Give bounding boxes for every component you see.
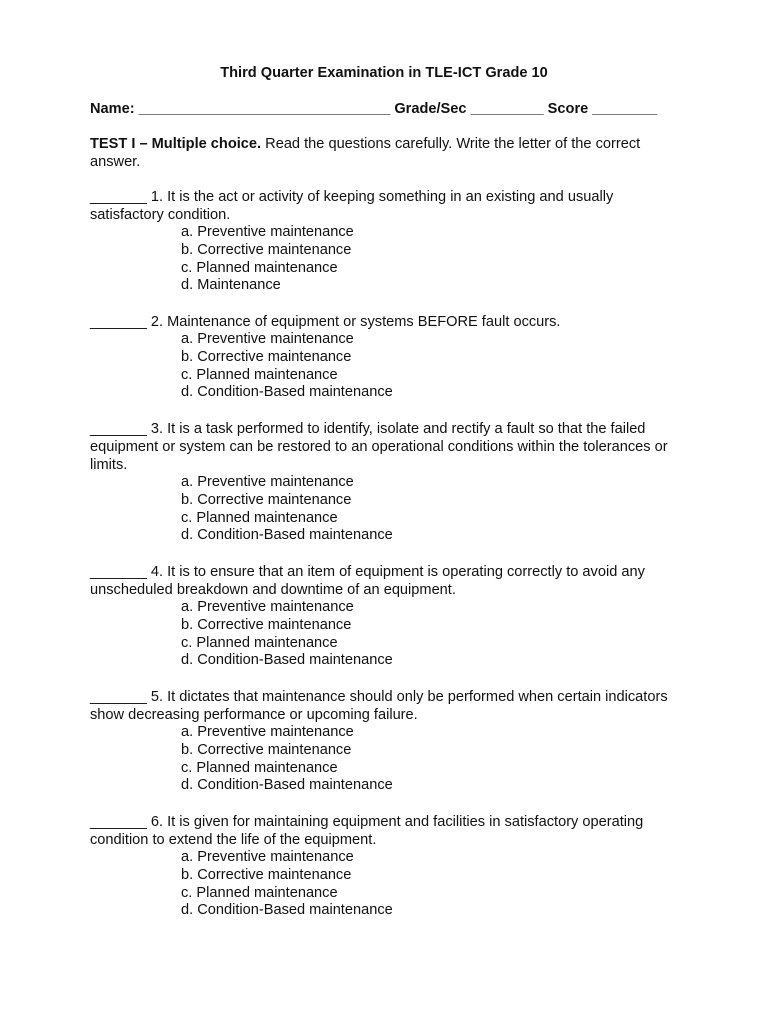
question-stem: _______ 4. It is to ensure that an item of equipment is operating correctly to avoid any unscheduled breakdown and downtime of an equipment. [90,564,645,598]
question-1 [90,188,680,295]
choice-a: a. Preventive maintenance [181,331,354,347]
question-stem: _______ 1. It is the act or activity of keeping something in an existing and usually satisfactory condition. [90,189,614,223]
choice-b: b. Corrective maintenance [181,866,352,883]
instructions-text: Read the questions carefully. Write the letter of the correct answer. [90,136,641,170]
question-3 [90,420,680,545]
choice-c: c. Planned maintenance [181,509,338,526]
test-instructions [90,135,680,171]
question-6 [90,813,680,920]
choice-d: d. Maintenance [181,277,281,294]
choice-d: d. Condition-Based maintenance [181,902,393,919]
question-stem: _______ 5. It dictates that maintenance should only be performed when certain indicators show decreasing performance or upcoming failure. [90,689,668,723]
choice-list [90,224,680,295]
choice-c: c. Planned maintenance [181,884,338,901]
question-5 [90,688,680,795]
choice-c: c. Planned maintenance [181,366,338,383]
choice-d: d. Condition-Based maintenance [181,527,393,544]
choice-c: c. Planned maintenance [181,634,338,651]
choice-b: b. Corrective maintenance [181,616,352,633]
choice-list [90,849,680,920]
choice-list [90,331,680,402]
choice-b: b. Corrective maintenance [181,741,352,758]
choice-a: a. Preventive maintenance [181,474,354,490]
question-stem: _______ 3. It is a task performed to identify, isolate and rectify a fault so that the failed equipment or system can be restored to an operational conditions within the tolerances or limits. [90,421,668,473]
choice-d: d. Condition-Based maintenance [181,652,393,669]
test-label: TEST I – Multiple choice. [90,136,262,152]
choice-a: a. Preventive maintenance [181,224,354,240]
student-info-line: Name: _______________________________ Grade/Sec _________ Score ________ [90,101,658,117]
choice-list [90,599,680,670]
choice-a: a. Preventive maintenance [181,849,354,865]
choice-b: b. Corrective maintenance [181,241,352,258]
question-2 [90,313,680,402]
question-4 [90,563,680,670]
choice-d: d. Condition-Based maintenance [181,384,393,401]
choice-b: b. Corrective maintenance [181,348,352,365]
choice-d: d. Condition-Based maintenance [181,777,393,794]
choice-c: c. Planned maintenance [181,259,338,276]
choice-list [90,724,680,795]
exam-title: Third Quarter Examination in TLE-ICT Grade 10 [220,65,548,81]
choice-b: b. Corrective maintenance [181,491,352,508]
choice-c: c. Planned maintenance [181,759,338,776]
choice-list [90,474,680,545]
choice-a: a. Preventive maintenance [181,724,354,740]
choice-a: a. Preventive maintenance [181,599,354,615]
question-stem: _______ 6. It is given for maintaining equipment and facilities in satisfactory operating condition to extend the life of the equipment. [90,814,644,848]
question-stem: _______ 2. Maintenance of equipment or systems BEFORE fault occurs. [90,314,561,330]
